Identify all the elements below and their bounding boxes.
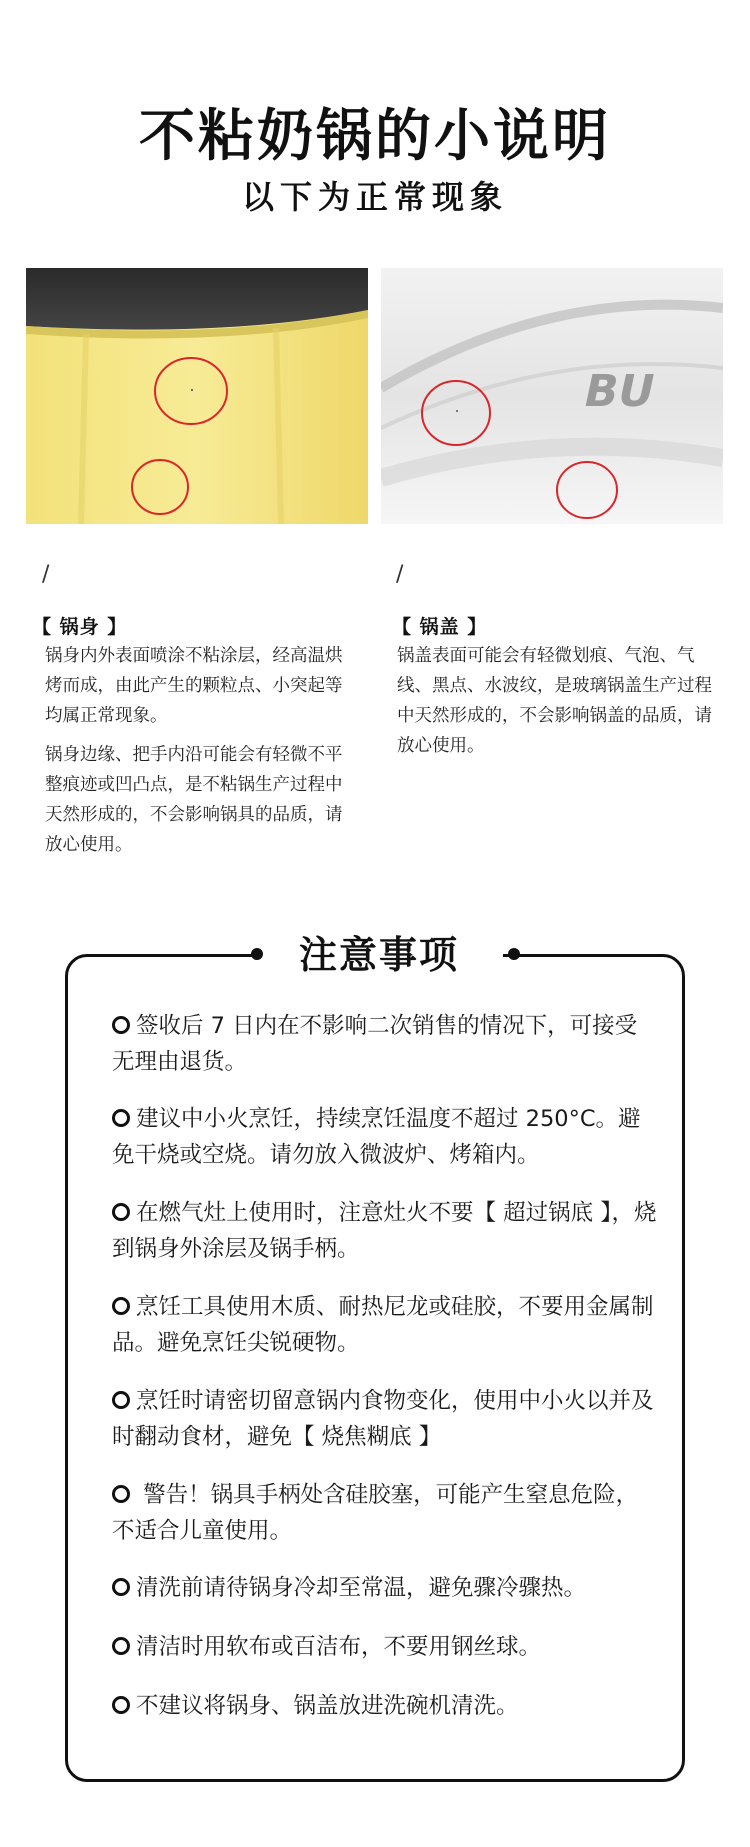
notice-item: 清洗前请待锅身冷却至常温，避免骤冷骤热。 xyxy=(112,1570,657,1606)
notice-item: 在燃气灶上使用时，注意灶火不要【 超过锅底 】，烧到锅身外涂层及锅手柄。 xyxy=(112,1200,657,1262)
lid-heading: 【 锅盖 】 xyxy=(392,616,488,638)
pot-body-paragraph: 锅身内外表面喷涂不粘涂层，经高温烘烤而成，由此产生的颗粒点、小突起等均属正常现象。 xyxy=(45,646,343,726)
notice-item: 不建议将锅身、锅盖放进洗碗机清洗。 xyxy=(112,1688,657,1724)
bullet-icon xyxy=(112,1391,130,1409)
bullet-icon xyxy=(112,1696,130,1714)
pot-body-photo xyxy=(26,268,368,524)
pot-body-paragraph: 锅身边缘、把手内沿可能会有轻微不平整痕迹或凹凸点，是不粘锅生产过程中天然形成的，不会影响锅具的品质，请放心使用。 xyxy=(45,745,343,855)
divider-slash: / xyxy=(396,562,404,587)
notice-item: 建议中小火烹饪，持续烹饪温度不超过 250°C。避免干烧或空烧。请勿放入微波炉、烤箱内。 xyxy=(112,1106,641,1168)
lid-logo-text: BU xyxy=(579,366,660,417)
notice-dot-right xyxy=(508,948,520,960)
notice-item: 签收后 7 日内在不影响二次销售的情况下，可接受无理由退货。 xyxy=(112,1013,638,1075)
bullet-icon xyxy=(112,1485,130,1503)
bullet-icon xyxy=(112,1637,130,1655)
notice-title: 注意事项 xyxy=(298,933,459,977)
bullet-icon xyxy=(112,1203,130,1221)
bullet-icon xyxy=(112,1016,130,1034)
notice-item: 警告！锅具手柄处含硅胶塞，可能产生窒息危险，不适合儿童使用。 xyxy=(112,1482,639,1544)
bullet-icon xyxy=(112,1297,130,1315)
pot-body-heading: 【 锅身 】 xyxy=(32,616,128,638)
notice-item: 烹饪工具使用木质、耐热尼龙或硅胶，不要用金属制品。避免烹饪尖锐硬物。 xyxy=(112,1294,654,1356)
lid-paragraph: 锅盖表面可能会有轻微划痕、气泡、气线、黑点、水波纹，是玻璃锅盖生产过程中天然形成的，不会影响锅盖的品质，请放心使用。 xyxy=(397,646,712,756)
notice-item: 烹饪时请密切留意锅内食物变化，使用中小火以并及时翻动食材，避免【 烧焦糊底 】 xyxy=(112,1388,654,1450)
page-subtitle: 以下为正常现象 xyxy=(241,178,508,216)
divider-slash: / xyxy=(42,562,50,587)
bullet-icon xyxy=(112,1109,130,1127)
notice-item: 清洁时用软布或百洁布，不要用钢丝球。 xyxy=(112,1629,657,1665)
page-title: 不粘奶锅的小说明 xyxy=(139,104,611,169)
bullet-icon xyxy=(112,1578,130,1596)
lid-photo xyxy=(381,268,723,524)
